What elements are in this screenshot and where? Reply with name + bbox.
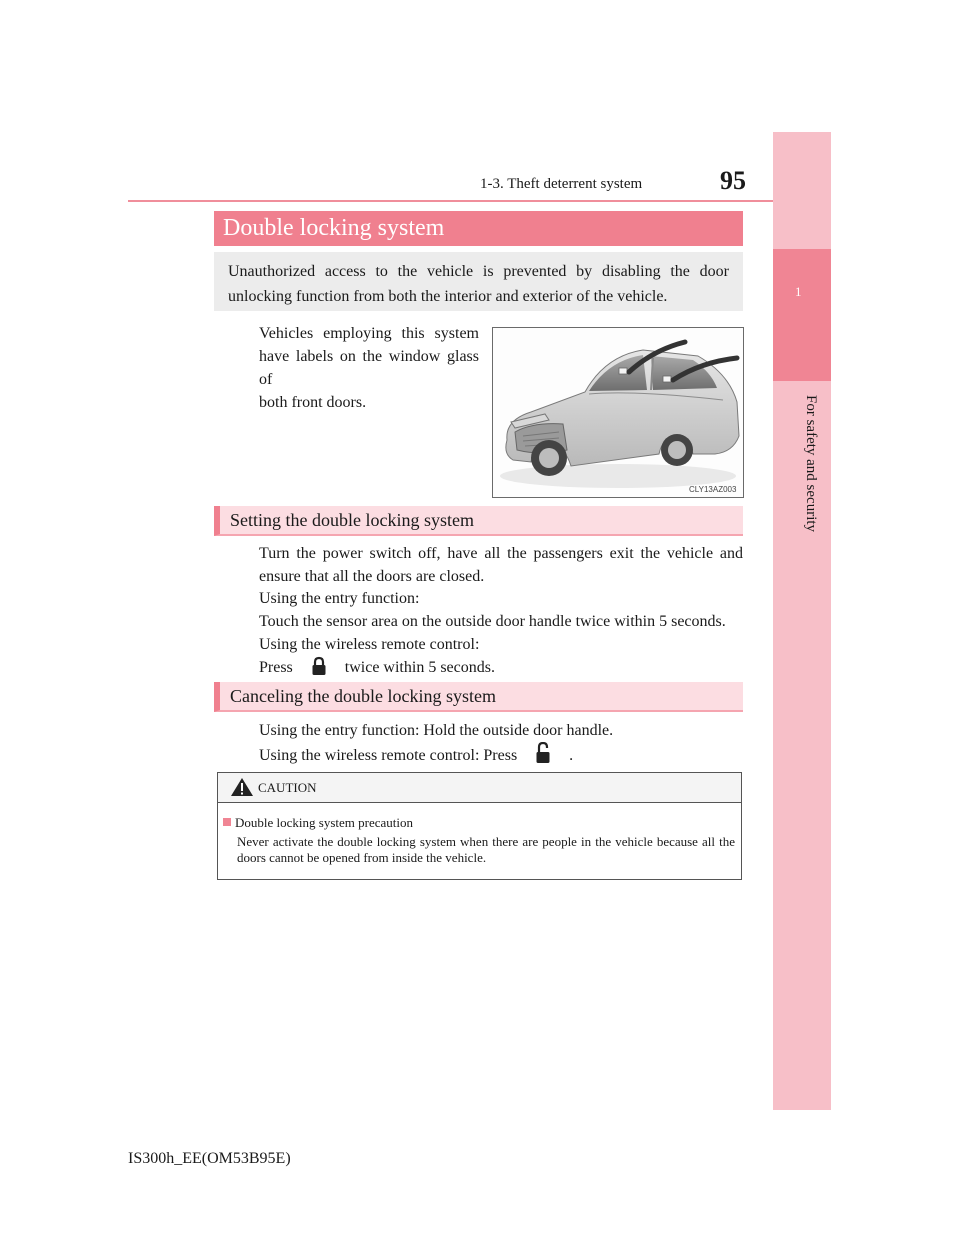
canceling-heading: Canceling the double locking system [214, 682, 743, 712]
lock-icon [297, 656, 341, 683]
caution-item-title [223, 815, 413, 831]
warning-triangle-icon [230, 777, 254, 797]
press-word: Press [259, 659, 293, 676]
vehicles-text-line: have labels on the window glass of [259, 348, 479, 388]
chapter-label: For safety and security [803, 395, 819, 533]
caution-title-text: Double locking system precaution [235, 815, 413, 830]
section-title: 1-3. Theft deterrent system [480, 176, 643, 192]
unlock-icon [521, 742, 565, 771]
header-rule [128, 200, 831, 202]
bullet-square-icon [223, 818, 231, 826]
vehicles-text-line: both front doors. [259, 394, 367, 411]
canceling-period: . [569, 747, 574, 764]
setting-paragraph [259, 542, 743, 588]
canceling-remote-instruction [259, 742, 743, 771]
canceling-remote-text: Using the wireless remote control: Press [259, 747, 518, 764]
side-tab-chapter-marker [773, 249, 831, 381]
press-rest: twice within 5 seconds. [344, 659, 495, 676]
entry-function-text: Touch the sensor area on the outside door handle twice within 5 seconds. [259, 613, 726, 630]
canceling-steps [259, 719, 743, 771]
setting-steps [259, 587, 743, 683]
page-number: 95 [720, 166, 746, 195]
illustration-code: CLY13AZ003 [689, 485, 737, 494]
car-drawing [493, 328, 743, 497]
main-heading: Double locking system [214, 211, 743, 246]
vehicles-text-line: Vehicles employing this system [259, 325, 479, 342]
vehicles-text [259, 322, 479, 414]
intro-box: Unauthorized access to the vehicle is prevented by disabling the door unlocking function from both the interior and exterior of the vehicle. [214, 252, 743, 311]
canceling-entry-text: Using the entry function: Hold the outside door handle. [259, 722, 614, 739]
caution-text: Never activate the double locking system when there are people in the vehicle because all the doors cannot be opened from inside the vehicle. [237, 834, 735, 865]
car-illustration [492, 327, 744, 498]
press-instruction [259, 656, 743, 683]
entry-function-label: Using the entry function: [259, 590, 420, 607]
setting-paragraph-line: Turn the power switch off, have all the passengers exit the vehicle and [259, 545, 743, 562]
setting-paragraph-line: ensure that all the doors are closed. [259, 568, 485, 585]
chapter-number: 1 [795, 284, 802, 299]
setting-heading: Setting the double locking system [214, 506, 743, 536]
caution-label: CAUTION [258, 780, 317, 795]
remote-control-label: Using the wireless remote control: [259, 636, 480, 653]
footer-model: IS300h_EE(OM53B95E) [128, 1150, 291, 1167]
